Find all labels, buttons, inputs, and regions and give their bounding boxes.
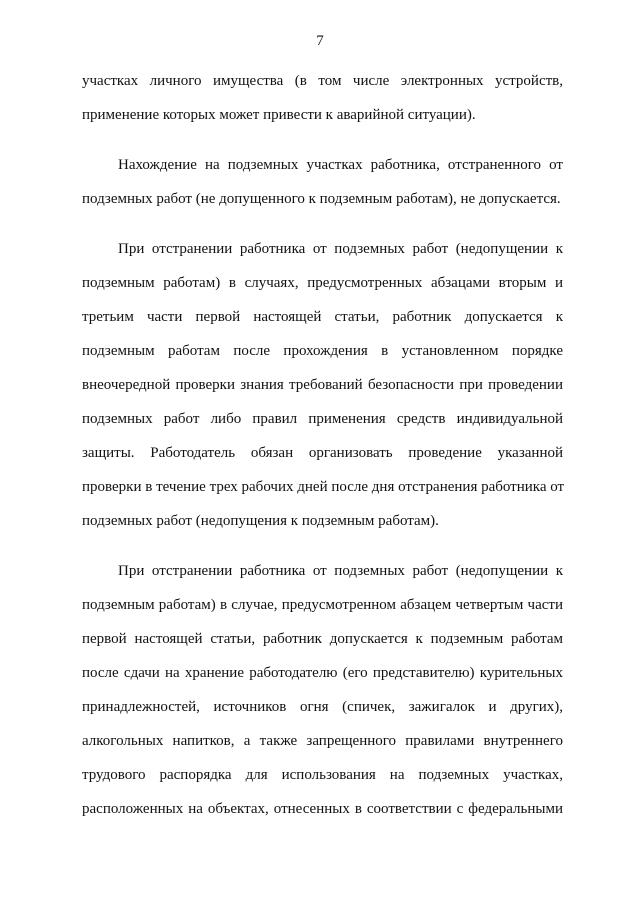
paragraph [82, 234, 563, 540]
text-line: третьим части первой настоящей статьи, работник допускается к [82, 309, 563, 325]
text-line: после сдачи на хранение работодателю (его представителю) курительных [82, 665, 563, 681]
paragraph [82, 150, 563, 218]
page-number: 7 [316, 33, 324, 49]
text-line: подземных работ (не допущенного к подземным работам), не допускается. [82, 191, 561, 207]
text-line: подземных работ либо правил применения средств индивидуальной [82, 411, 563, 427]
text-line: алкогольных напитков, а также запрещенного правилами внутреннего [82, 733, 563, 749]
text-line: первой настоящей статьи, работник допускается к подземным работам [82, 631, 563, 647]
text-line: При отстранении работника от подземных работ (недопущении к [118, 241, 563, 257]
text-line: принадлежностей, источников огня (спичек, зажигалок и других), [82, 699, 563, 715]
text-line: При отстранении работника от подземных работ (недопущении к [118, 563, 563, 579]
document-body [82, 66, 563, 828]
text-line: внеочередной проверки знания требований безопасности при проведении [82, 377, 563, 393]
paragraph [82, 556, 563, 828]
text-line: подземных работ (недопущения к подземным работам). [82, 513, 439, 529]
text-line: применение которых может привести к аварийной ситуации). [82, 107, 476, 123]
text-line: защиты. Работодатель обязан организовать проведение указанной [82, 445, 563, 461]
text-line: Нахождение на подземных участках работника, отстраненного от [118, 157, 563, 173]
text-line: подземным работам) в случаях, предусмотренных абзацами вторым и [82, 275, 563, 291]
text-line: участках личного имущества (в том числе электронных устройств, [82, 73, 563, 89]
text-line: расположенных на объектах, отнесенных в соответствии с федеральными [82, 801, 563, 817]
text-line: подземным работам после прохождения в установленном порядке [82, 343, 563, 359]
paragraph [82, 66, 563, 134]
text-line: проверки в течение трех рабочих дней после дня отстранения работника от [82, 479, 565, 495]
text-line: подземным работам) в случае, предусмотренном абзацем четвертым части [82, 597, 563, 613]
text-line: трудового распорядка для использования на подземных участках, [82, 767, 563, 783]
